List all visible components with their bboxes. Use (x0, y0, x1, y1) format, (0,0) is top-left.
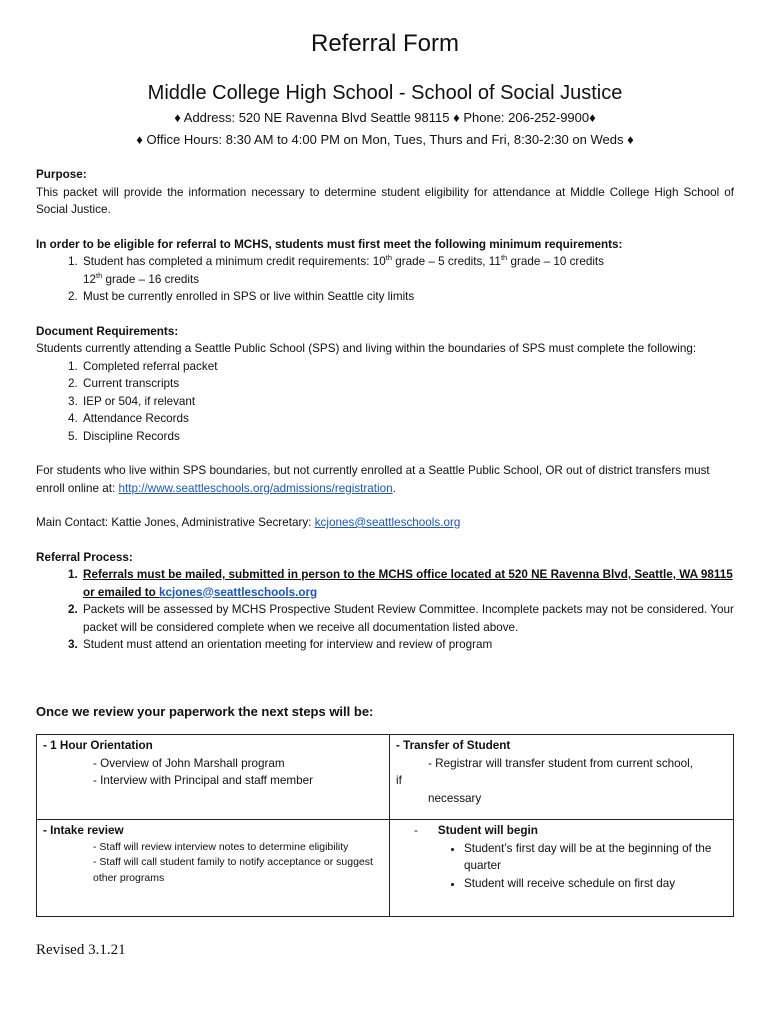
document-item: 2. Current transcripts (81, 375, 734, 393)
process-item: 1. Referrals must be mailed, submitted in person to the MCHS office located at 520 NE Ravenna Blvd, Seattle, WA 98115 or emailed to kcjones@seattleschools.org (81, 566, 734, 601)
document-item: 1. Completed referral packet (81, 358, 734, 376)
intake-cell (37, 820, 390, 917)
eligibility-item: 2. Must be currently enrolled in SPS or live within Seattle city limits (81, 288, 734, 306)
orientation-item: - Interview with Principal and staff member (93, 774, 313, 787)
purpose-text: This packet will provide the information necessary to determine student eligibility for attendance at Middle College High School of Social Justice. (36, 185, 734, 216)
contact-email-link[interactable]: kcjones@seattleschools.org (314, 516, 461, 529)
transfer-text: - Registrar will transfer student from current school, (428, 756, 694, 770)
process-list (36, 566, 734, 654)
main-contact: Main Contact: Kattie Jones, Administrative Secretary: kcjones@seattleschools.org (36, 516, 461, 529)
intake-item: - Staff will call student family to notify acceptance or suggest other programs (93, 856, 373, 884)
document-item: 5. Discipline Records (81, 428, 734, 446)
revised-date: Revised 3.1.21 (36, 942, 126, 958)
transfer-title: - Transfer of Student (396, 739, 511, 752)
out-of-district-text: For students who live within SPS boundaries, but not currently enrolled at a Seattle Public School, OR out of district transfers must enroll online at: http://www.seattleschools.org/admissions/registration. (36, 464, 710, 495)
orientation-item: - Overview of John Marshall program (93, 756, 285, 770)
document-item: 4. Attendance Records (81, 410, 734, 428)
orientation-title: - 1 Hour Orientation (43, 739, 153, 752)
next-steps-table (36, 734, 734, 917)
office-hours-line: ♦ Office Hours: 8:30 AM to 4:00 PM on Mon, Tues, Thurs and Fri, 8:30-2:30 on Weds ♦ (136, 132, 634, 147)
student-begin-title: Student will begin (437, 824, 538, 837)
eligibility-heading: In order to be eligible for referral to MCHS, students must first meet the following minimum requirements: (36, 237, 623, 251)
process-item: 2. Packets will be assessed by MCHS Prospective Student Review Committee. Incomplete packets may not be considered. Your packet will be considered complete when we receive all documentation listed above. (81, 601, 734, 636)
process-item: 3. Student must attend an orientation meeting for interview and review of program (81, 636, 734, 654)
registration-link[interactable]: http://www.seattleschools.org/admissions/registration (118, 481, 393, 495)
student-begin-cell (390, 820, 734, 917)
eligibility-item: 1. Student has completed a minimum credit requirements: 10th grade – 5 credits, 11th grade – 10 credits 12th grade – 16 credits (81, 253, 734, 288)
documents-heading: Document Requirements: (36, 324, 179, 338)
form-body (36, 166, 734, 654)
intake-item: - Staff will review interview notes to determine eligibility (93, 840, 349, 853)
student-begin-item: • Student’s first day will be at the beginning of the quarter (464, 840, 727, 875)
page-title: Referral Form (310, 30, 460, 57)
documents-list (36, 358, 734, 446)
next-steps-heading: Once we review your paperwork the next steps will be: (36, 704, 374, 719)
intake-title: - Intake review (43, 824, 124, 837)
student-begin-item: • Student will receive schedule on first day (464, 875, 727, 893)
purpose-heading: Purpose: (36, 168, 87, 181)
document-item: 3. IEP or 504, if relevant (81, 393, 734, 411)
process-email-link[interactable]: kcjones@seattleschools.org (159, 585, 318, 599)
student-begin-list (396, 840, 727, 893)
transfer-text-cont: if (396, 774, 402, 787)
eligibility-list (36, 253, 734, 306)
address-line: ♦ Address: 520 NE Ravenna Blvd Seattle 98115 ♦ Phone: 206-252-9900♦ (174, 110, 596, 125)
transfer-text-end: necessary (428, 791, 482, 805)
student-begin-header: - Student will begin (414, 824, 538, 837)
transfer-cell (390, 735, 734, 820)
school-name: Middle College High School - School of Social Justice (147, 82, 623, 104)
orientation-cell (37, 735, 390, 820)
process-heading: Referral Process: (36, 550, 133, 564)
documents-intro: Students currently attending a Seattle Public School (SPS) and living within the boundaries of SPS must complete the following: (36, 342, 697, 355)
